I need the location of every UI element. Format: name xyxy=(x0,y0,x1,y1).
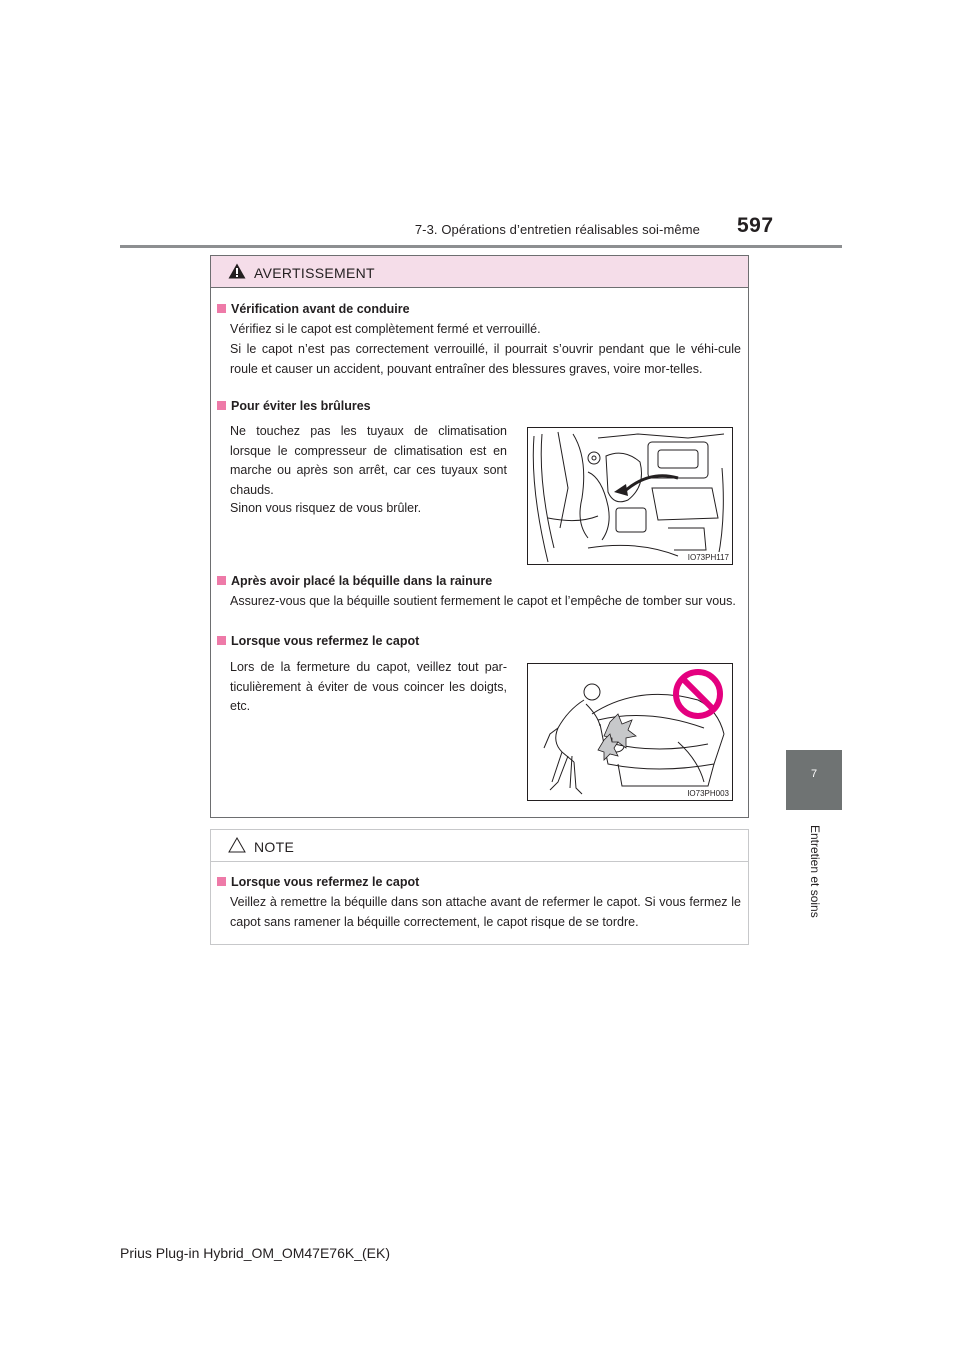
document-footer: Prius Plug-in Hybrid_OM_OM47E76K_(EK) xyxy=(120,1245,390,1261)
caution-triangle-icon xyxy=(228,837,246,853)
note-item-paragraph: Veillez à remettre la béquille dans son attache avant de refermer le capot. Si vous fermez le capot sans ramener la béquille correctement, le capot risque de se tordre. xyxy=(230,895,741,929)
warning-item-heading: Vérification avant de conduire xyxy=(217,302,410,316)
note-title-bar xyxy=(211,830,748,862)
warning-triangle-icon xyxy=(228,263,246,279)
chapter-number: 7 xyxy=(810,768,818,780)
warning-item-paragraph: Lors de la fermeture du capot, veillez tout par-ticulièrement à éviter de vous coincer les doigts, etc. xyxy=(230,660,507,713)
header-divider xyxy=(120,245,842,248)
bullet-square-icon xyxy=(217,576,226,585)
warning-item-paragraph: Si le capot n’est pas correctement verrouillé, il pourrait s’ouvrir pendant que le véhi-cule roule et causer un accident, pouvant entraîner des blessures graves, voire mor-telles. xyxy=(230,342,741,376)
bullet-square-icon xyxy=(217,636,226,645)
warning-box xyxy=(210,255,749,818)
note-box xyxy=(210,829,749,945)
chapter-title: Entretien et soins xyxy=(808,825,822,918)
warning-title: AVERTISSEMENT xyxy=(254,265,375,281)
figure-code: IO73PH117 xyxy=(687,553,729,562)
warning-title-bar xyxy=(211,256,748,288)
warning-item-paragraph: Assurez-vous que la béquille soutient fermement le capot et l’empêche de tomber sur vous. xyxy=(230,594,736,608)
closing-hood-illustration xyxy=(527,663,733,801)
engine-bay-drawing xyxy=(528,428,732,564)
bullet-square-icon xyxy=(217,877,226,886)
warning-item-heading: Lorsque vous refermez le capot xyxy=(217,634,419,648)
note-item-heading: Lorsque vous refermez le capot xyxy=(217,875,419,889)
warning-item-paragraph: Sinon vous risquez de vous brûler. xyxy=(230,501,422,515)
note-title: NOTE xyxy=(254,839,295,855)
warning-item-heading: Après avoir placé la béquille dans la rainure xyxy=(217,574,492,588)
engine-bay-illustration xyxy=(527,427,733,565)
bullet-square-icon xyxy=(217,401,226,410)
warning-item-paragraph: Ne touchez pas les tuyaux de climatisation lorsque le compresseur de climatisation est en marche ou après son arrêt, car ces tuyaux sont chauds. xyxy=(230,424,507,497)
section-title: 7-3. Opérations d’entretien réalisables soi-même xyxy=(414,222,700,237)
figure-code: IO73PH003 xyxy=(687,789,729,798)
warning-item-paragraph: Vérifiez si le capot est complètement fermé et verrouillé. xyxy=(230,322,541,336)
warning-item-heading: Pour éviter les brûlures xyxy=(217,399,371,413)
chapter-tab xyxy=(786,750,842,810)
closing-hood-drawing xyxy=(528,664,732,800)
bullet-square-icon xyxy=(217,304,226,313)
page-number: 597 xyxy=(737,214,774,237)
